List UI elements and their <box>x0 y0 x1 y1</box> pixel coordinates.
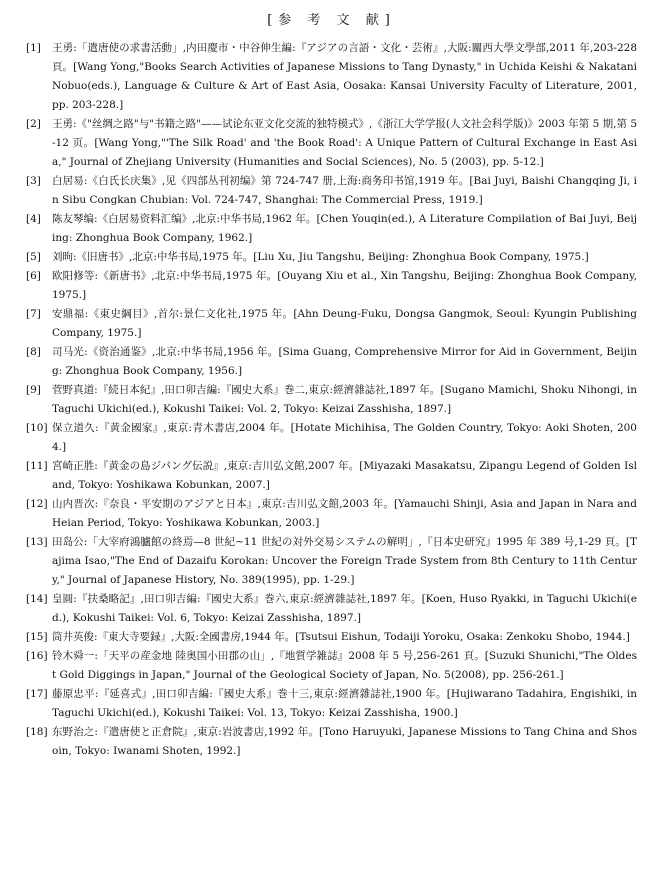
reference-number: [15] <box>26 631 48 643</box>
reference-item <box>26 628 637 647</box>
reference-item <box>26 210 637 248</box>
reference-number: [5] <box>26 251 41 263</box>
reference-item <box>26 590 637 628</box>
reference-item <box>26 39 637 115</box>
reference-number: [8] <box>26 346 41 358</box>
reference-text: 东野治之:『遣唐使と正倉院』,東京:岩波書店,1992 年。[Tono Haruyuki, Japanese Missions to Tang China and Shosoin, Tokyo: Iwanami Shoten, 1992.] <box>52 726 637 757</box>
reference-text: 宮崎正胜:『黄金の島ジパング伝説』,東京:吉川弘文館,2007 年。[Miyazaki Masakatsu, Zipangu Legend of Golden Island, Tokyo: Yoshikawa Kobunkan, 2007.] <box>52 460 637 491</box>
reference-number: [12] <box>26 498 48 510</box>
reference-item <box>26 495 637 533</box>
reference-item <box>26 419 637 457</box>
reference-item <box>26 172 637 210</box>
reference-text: 陈友琴编:《白居易资料汇编》,北京:中华书局,1962 年。[Chen Youqin(ed.), A Literature Compilation of Bai Juyi, Beijing: Zhonghua Book Company, 1962.] <box>52 213 637 244</box>
reference-text: 白居易:《白氏长庆集》,见《四部丛刊初编》第 724-747 册,上海:商务印书馆,1919 年。[Bai Juyi, Baishi Changqing Ji, in Sibu Congkan Chubian: Vol. 724-747, Shanghai: The Commercial Press, 1919.] <box>52 175 637 206</box>
reference-number: [1] <box>26 42 41 54</box>
reference-text: 王勇:「遣唐使の求書活動」,内田慶市・中谷伸生編:『アジアの言語・文化・芸術』,大阪:關西大學文學部,2011 年,203-228 頁。[Wang Yong,"Books Search Activities of Japanese Missions to Tang Dynasty," in Uchida Keishi & Nakatani Nobuo(eds.), Language & Culture & Art of East Asia, Oosaka: Kansai University Faculty of Literature, 2001, pp. 203-228.] <box>52 42 637 111</box>
reference-item <box>26 248 637 267</box>
reference-item <box>26 115 637 172</box>
reference-number: [17] <box>26 688 48 700</box>
reference-item <box>26 723 637 761</box>
reference-number: [7] <box>26 308 41 320</box>
reference-text: 藤原忠平:『延喜式』,田口卯吉編:『國史大系』巻十三,東京:經濟雜誌社,1900 年。[Hujiwarano Tadahira, Engishiki, in Taguchi Ukichi(ed.), Kokushi Taikei: Vol. 13, Tokyo: Keizai Zasshisha, 1900.] <box>52 688 637 719</box>
reference-text: 王勇:《"丝绸之路"与"书籍之路"——试论东亚文化交流的独特模式》,《浙江大学学报(人文社会科学版)》2003 年第 5 期,第 5-12 页。[Wang Yong,"'The Silk Road' and 'the Book Road': A Unique Pattern of Cultural Exchange in East Asia," Journal of Zhejiang University (Humanities and Social Sciences), No. 5 (2003), pp. 5-12.] <box>52 118 637 168</box>
reference-text: 欧阳修等:《新唐书》,北京:中华书局,1975 年。[Ouyang Xiu et al., Xin Tangshu, Beijing: Zhonghua Book Company, 1975.] <box>52 270 637 301</box>
reference-list <box>26 39 637 761</box>
reference-number: [9] <box>26 384 41 396</box>
reference-text: 安鼎福:《東史綱目》,首尔:景仁文化社,1975 年。[Ahn Deung-Fuku, Dongsa Gangmok, Seoul: Kyungin Publishing Company, 1975.] <box>52 308 637 339</box>
reference-text: 山内晋次:『奈良・平安期のアジアと日本』,東京:吉川弘文館,2003 年。[Yamauchi Shinji, Asia and Japan in Nara and Heian Period, Tokyo: Yoshikawa Kobunkan, 2003.] <box>52 498 637 529</box>
reference-item <box>26 533 637 590</box>
reference-number: [2] <box>26 118 41 130</box>
reference-item <box>26 685 637 723</box>
reference-text: 筒井英俊:『東大寺要録』,大阪:全國書房,1944 年。[Tsutsui Eishun, Todaiji Yoroku, Osaka: Zenkoku Shobo, 1944.] <box>52 631 630 643</box>
reference-text: 保立道久:『黄金國家』,東京:青木書店,2004 年。[Hotate Michihisa, The Golden Country, Tokyo: Aoki Shoten, 2004.] <box>52 422 637 453</box>
reference-item <box>26 457 637 495</box>
reference-text: 皇圓:『扶桑略記』,田口卯吉編:『國史大系』巻六,東京:經濟雜誌社,1897 年。[Koen, Huso Ryakki, in Taguchi Ukichi(ed.), Kokushi Taikei: Vol. 6, Tokyo: Keizai Zasshisha, 1897.] <box>52 593 637 624</box>
reference-text: 田岛公:「大宰府鴻臚館の終焉—8 世紀~11 世紀の対外交易システムの解明」,『日本史研究』1995 年 389 号,1-29 頁。[Tajima Isao,"The End of Dazaifu Korokan: Uncover the Foreign Trade System from 8th Century to 11th Century," Journal of Japanese History, No. 389(1995), pp. 1-29.] <box>52 536 637 586</box>
reference-text: 菅野真道:『続日本紀』,田口卯吉編:『國史大系』巻二,東京:經濟雜誌社,1897 年。[Sugano Mamichi, Shoku Nihongi, in Taguchi Ukichi(ed.), Kokushi Taikei: Vol. 2, Tokyo: Keizai Zasshisha, 1897.] <box>52 384 637 415</box>
reference-number: [11] <box>26 460 48 472</box>
reference-item <box>26 647 637 685</box>
reference-item <box>26 305 637 343</box>
reference-text: 司马光:《资治通鉴》,北京:中华书局,1956 年。[Sima Guang, Comprehensive Mirror for Aid in Government, Beijing: Zhonghua Book Company, 1956.] <box>52 346 637 377</box>
reference-text: 铃木舜一:「天平の産金地 陸奥国小田郡の山」,『地質学雑誌』2008 年 5 号,256-261 頁。[Suzuki Shunichi,"The Oldest Gold Diggings in Japan," Journal of the Geological Society of Japan, No. 5(2008), pp. 256-261.] <box>52 650 637 681</box>
reference-item <box>26 381 637 419</box>
reference-number: [16] <box>26 650 48 662</box>
reference-number: [13] <box>26 536 48 548</box>
reference-item <box>26 267 637 305</box>
reference-text: 刘昫:《旧唐书》,北京:中华书局,1975 年。[Liu Xu, Jiu Tangshu, Beijing: Zhonghua Book Company, 1975.] <box>52 251 589 263</box>
reference-number: [4] <box>26 213 41 225</box>
reference-item <box>26 343 637 381</box>
reference-number: [18] <box>26 726 48 738</box>
reference-number: [6] <box>26 270 41 282</box>
reference-number: [3] <box>26 175 41 187</box>
reference-number: [10] <box>26 422 48 434</box>
references-heading: [参 考 文 献] <box>267 13 396 28</box>
reference-number: [14] <box>26 593 48 605</box>
